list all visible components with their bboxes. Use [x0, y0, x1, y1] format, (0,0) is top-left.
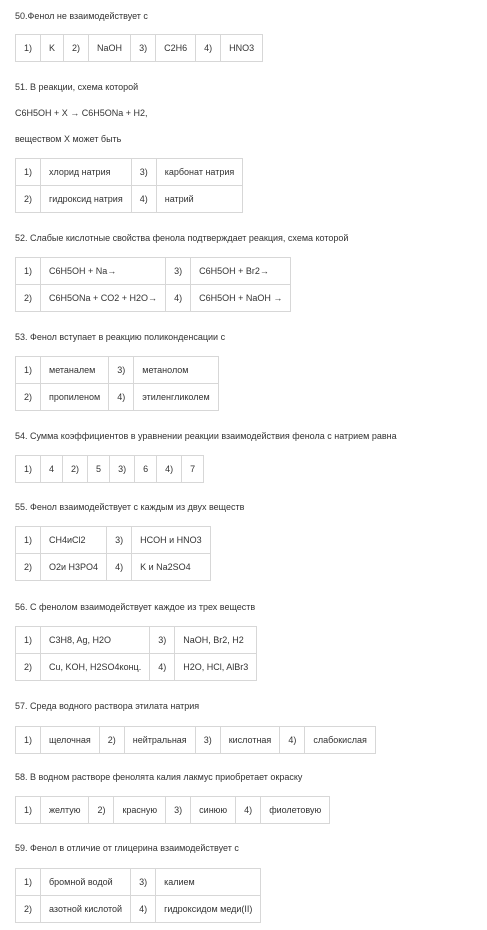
option-text: K и Na2SO4	[132, 554, 211, 581]
options-row	[16, 384, 219, 411]
option-number: 2)	[99, 727, 124, 754]
option-number: 1)	[16, 456, 41, 483]
question-59-title: 59. Фенол в отличие от глицерина взаимодействует с	[15, 843, 239, 853]
option-text: C6H5OH + NaOH →	[191, 285, 291, 312]
option-number: 4)	[107, 554, 132, 581]
option-text: O2и H3PO4	[41, 554, 107, 581]
option-text: C6H5OH + Br2→	[191, 258, 291, 285]
option-number: 1)	[16, 869, 41, 896]
question-55-options	[15, 526, 211, 581]
option-text: NaOH, Br2, H2	[175, 627, 257, 654]
option-number: 3)	[107, 527, 132, 554]
question-58-options	[15, 796, 330, 824]
option-text: нейтральная	[124, 727, 195, 754]
option-text: HNO3	[221, 35, 263, 62]
option-text: Cu, KOH, H2SO4конц.	[41, 654, 150, 681]
options-row	[16, 797, 330, 824]
option-number: 3)	[166, 797, 191, 824]
option-text: C6H5ONa + CO2 + H2O→	[41, 285, 166, 312]
question-54-title: 54. Сумма коэффициентов в уравнении реакции взаимодействия фенола с натрием равна	[15, 431, 397, 441]
option-number: 4)	[196, 35, 221, 62]
options-row	[16, 627, 257, 654]
option-text: синюю	[191, 797, 236, 824]
option-number: 2)	[63, 456, 88, 483]
options-row	[16, 35, 263, 62]
question-54-options	[15, 455, 204, 483]
options-row	[16, 456, 204, 483]
option-number: 4)	[150, 654, 175, 681]
option-number: 1)	[16, 527, 41, 554]
option-number: 4)	[109, 384, 134, 411]
question-57-options	[15, 726, 376, 754]
option-text: C3H8, Ag, H2O	[41, 627, 150, 654]
options-row	[16, 869, 261, 896]
option-text: щелочная	[41, 727, 100, 754]
option-text: 4	[41, 456, 63, 483]
option-number: 2)	[16, 384, 41, 411]
options-row	[16, 554, 211, 581]
option-number: 1)	[16, 258, 41, 285]
option-text: натрий	[156, 186, 243, 213]
option-text: красную	[114, 797, 166, 824]
option-text: карбонат натрия	[156, 159, 243, 186]
option-text: хлорид натрия	[41, 159, 132, 186]
option-text: желтую	[41, 797, 89, 824]
question-56-options	[15, 626, 257, 681]
option-text: 5	[88, 456, 110, 483]
question-51-options	[15, 158, 243, 213]
option-text: C6H5OH + Na→	[41, 258, 166, 285]
question-58-title: 58. В водном растворе фенолята калия лакмус приобретает окраску	[15, 772, 303, 782]
option-number: 2)	[16, 285, 41, 312]
question-50-options	[15, 34, 263, 62]
option-text: CH4иCl2	[41, 527, 107, 554]
option-text: пропиленом	[41, 384, 109, 411]
option-text: кислотная	[220, 727, 280, 754]
option-text: H2O, HCl, AlBr3	[175, 654, 257, 681]
option-number: 1)	[16, 35, 41, 62]
option-text: K	[41, 35, 64, 62]
option-text: азотной кислотой	[41, 896, 131, 923]
option-number: 4)	[157, 456, 182, 483]
option-text: слабокислая	[305, 727, 376, 754]
option-number: 4)	[166, 285, 191, 312]
option-number: 1)	[16, 627, 41, 654]
question-53-title: 53. Фенол вступает в реакцию поликонденсации с	[15, 332, 226, 342]
options-row	[16, 159, 243, 186]
question-56-title: 56. С фенолом взаимодействует каждое из трех веществ	[15, 602, 256, 612]
options-row	[16, 654, 257, 681]
options-row	[16, 727, 376, 754]
option-number: 3)	[150, 627, 175, 654]
option-number: 3)	[195, 727, 220, 754]
option-text: метанолом	[134, 357, 218, 384]
option-number: 2)	[16, 896, 41, 923]
option-number: 3)	[131, 159, 156, 186]
option-text: C2H6	[156, 35, 196, 62]
question-59-options	[15, 868, 261, 923]
options-row	[16, 186, 243, 213]
options-row	[16, 258, 291, 285]
option-number: 1)	[16, 159, 41, 186]
option-text: 7	[182, 456, 204, 483]
option-number: 1)	[16, 357, 41, 384]
question-52-title: 52. Слабые кислотные свойства фенола подтверждает реакция, схема которой	[15, 233, 349, 243]
option-number: 2)	[64, 35, 89, 62]
reaction-scheme: C6H5OH + X → C6H5ONa + H2,	[15, 108, 148, 118]
question-55-title: 55. Фенол взаимодействует с каждым из двух веществ	[15, 502, 245, 512]
option-number: 4)	[236, 797, 261, 824]
option-text: метаналем	[41, 357, 109, 384]
option-text: бромной водой	[41, 869, 131, 896]
option-text: HCOH и HNO3	[132, 527, 211, 554]
option-text: 6	[135, 456, 157, 483]
option-number: 3)	[131, 35, 156, 62]
options-row	[16, 285, 291, 312]
option-number: 3)	[166, 258, 191, 285]
option-number: 3)	[110, 456, 135, 483]
option-number: 3)	[131, 869, 156, 896]
option-text: этиленгликолем	[134, 384, 218, 411]
options-row	[16, 357, 219, 384]
option-number: 4)	[131, 896, 156, 923]
question-52-options	[15, 257, 291, 312]
question-57-title: 57. Среда водного раствора этилата натрия	[15, 701, 200, 711]
option-number: 4)	[131, 186, 156, 213]
option-number: 3)	[109, 357, 134, 384]
option-number: 4)	[280, 727, 305, 754]
option-text: фиолетовую	[261, 797, 330, 824]
question-50-title: 50.Фенол не взаимодействует с	[15, 11, 148, 21]
options-row	[16, 896, 261, 923]
option-number: 2)	[16, 554, 41, 581]
option-text: калием	[156, 869, 261, 896]
option-text: гидроксидом меди(II)	[156, 896, 261, 923]
options-row	[16, 527, 211, 554]
option-number: 2)	[16, 186, 41, 213]
question-51-title: 51. В реакции, схема которой	[15, 82, 139, 92]
option-text: NaOH	[89, 35, 131, 62]
question-53-options	[15, 356, 219, 411]
option-number: 2)	[16, 654, 41, 681]
option-number: 1)	[16, 727, 41, 754]
question-51-subtitle: веществом X может быть	[15, 134, 122, 144]
option-number: 2)	[89, 797, 114, 824]
option-text: гидроксид натрия	[41, 186, 132, 213]
option-number: 1)	[16, 797, 41, 824]
